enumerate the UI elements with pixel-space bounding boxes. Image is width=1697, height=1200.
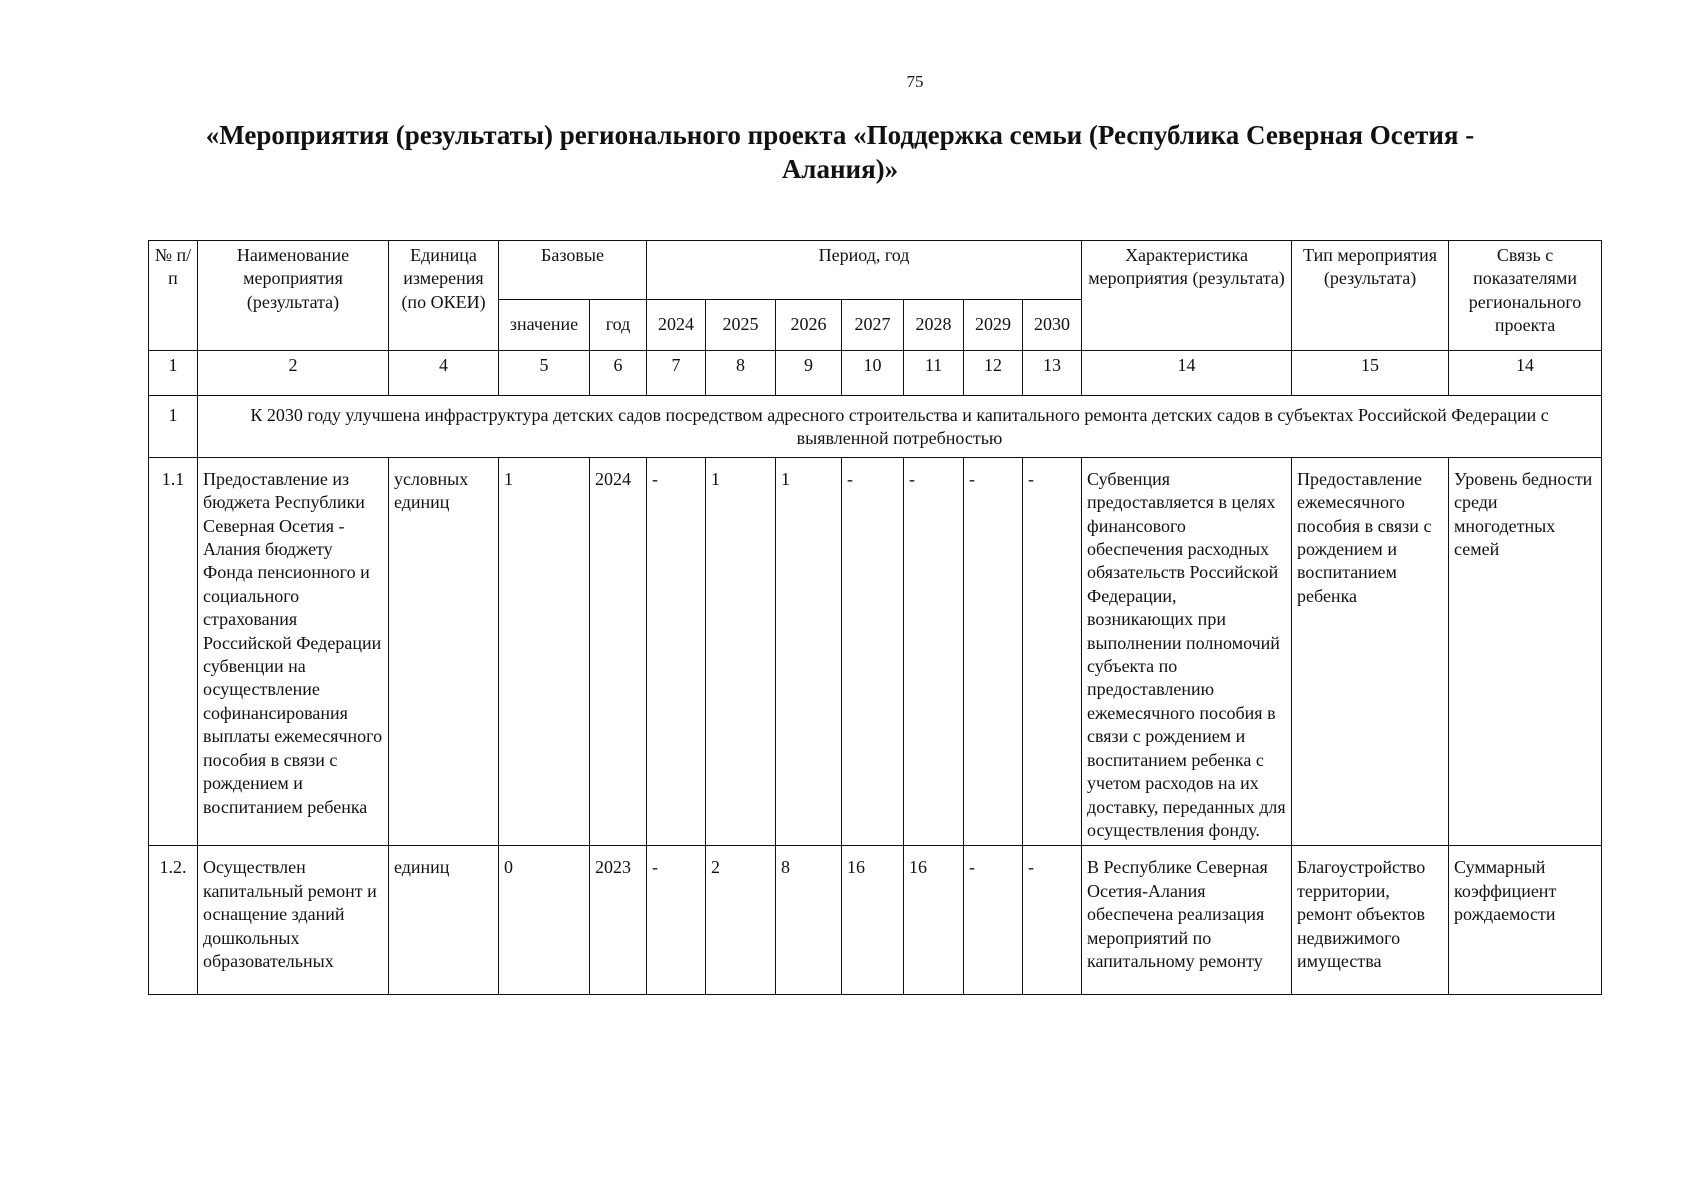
header-year: 2026: [776, 300, 842, 351]
header-unit: Единица измерения (по ОКЕИ): [389, 241, 499, 351]
row-unit: условных единиц: [389, 457, 499, 846]
column-number: 13: [1023, 351, 1082, 396]
row-year-value: 16: [904, 846, 964, 995]
header-year: 2024: [647, 300, 706, 351]
goal-number: 1: [149, 396, 198, 458]
row-characteristic: Субвенция предоставляется в целях финансового обеспечения расходных обязательств Российской Федерации, возникающих при выполнении полномочий субъекта по предоставлению ежемесячного пособия в связи с рождением и воспитанием ребенка с учетом расходов на их доставку, переданных для осуществления фонду.: [1082, 457, 1292, 846]
header-year: 2027: [842, 300, 904, 351]
header-base: Базовые: [499, 241, 647, 300]
column-number: 8: [706, 351, 776, 396]
header-year: 2030: [1023, 300, 1082, 351]
column-number: 12: [964, 351, 1023, 396]
header-base-year: год: [590, 300, 647, 351]
row-type: Благоустройство территории, ремонт объектов недвижимого имущества: [1292, 846, 1449, 995]
row-name: Предоставление из бюджета Республики Северная Осетия - Алания бюджету Фонда пенсионного и социального страхования Российской Федерации субвенции на осуществление софинансирования выплаты ежемесячного пособия в связи с рождением и воспитанием ребенка: [198, 457, 389, 846]
column-number: 7: [647, 351, 706, 396]
header-name: Наименование мероприятия (результата): [198, 241, 389, 351]
row-year-value: -: [842, 457, 904, 846]
events-table: [148, 240, 1602, 995]
header-year: 2029: [964, 300, 1023, 351]
goal-text: К 2030 году улучшена инфраструктура детских садов посредством адресного строительства и капитального ремонта детских садов в субъектах Российской Федерации с выявленной потребностью: [198, 396, 1602, 458]
row-year-value: -: [964, 846, 1023, 995]
row-year-value: 2: [706, 846, 776, 995]
row-name: Осуществлен капитальный ремонт и оснащение зданий дошкольных образовательных: [198, 846, 389, 995]
document-title: «Мероприятия (результаты) регионального проекта «Поддержка семьи (Республика Северная Осетия - Алания)»: [205, 120, 1475, 184]
header-link: Связь с показателями регионального проекта: [1449, 241, 1602, 351]
header-characteristic: Характеристика мероприятия (результата): [1082, 241, 1292, 351]
row-year-value: 16: [842, 846, 904, 995]
column-number: 1: [149, 351, 198, 396]
table-row: [149, 457, 1602, 846]
header-no: № п/п: [149, 241, 198, 351]
row-year-value: -: [647, 457, 706, 846]
column-number: 4: [389, 351, 499, 396]
header-type: Тип мероприятия (результата): [1292, 241, 1449, 351]
header-period: Период, год: [647, 241, 1082, 300]
column-number: 15: [1292, 351, 1449, 396]
column-number: 5: [499, 351, 590, 396]
row-year-value: -: [904, 457, 964, 846]
row-unit: единиц: [389, 846, 499, 995]
goal-row: [149, 396, 1602, 458]
row-type: Предоставление ежемесячного пособия в связи с рождением и воспитанием ребенка: [1292, 457, 1449, 846]
row-base-value: 1: [499, 457, 590, 846]
row-year-value: -: [1023, 846, 1082, 995]
column-number: 6: [590, 351, 647, 396]
header-row-1: [149, 241, 1602, 300]
row-year-value: -: [964, 457, 1023, 846]
row-year-value: -: [647, 846, 706, 995]
row-number: 1.1: [149, 457, 198, 846]
row-characteristic: В Республике Северная Осетия-Алания обеспечена реализация мероприятий по капитальному ремонту: [1082, 846, 1292, 995]
column-number: 14: [1082, 351, 1292, 396]
row-base-year: 2024: [590, 457, 647, 846]
row-year-value: 8: [776, 846, 842, 995]
row-link: Суммарный коэффициент рождаемости: [1449, 846, 1602, 995]
column-number: 11: [904, 351, 964, 396]
column-number: 2: [198, 351, 389, 396]
row-number: 1.2.: [149, 846, 198, 995]
header-year: 2025: [706, 300, 776, 351]
header-base-value: значение: [499, 300, 590, 351]
column-numbers-row: [149, 351, 1602, 396]
column-number: 10: [842, 351, 904, 396]
row-year-value: 1: [706, 457, 776, 846]
table-row: [149, 846, 1602, 995]
column-number: 9: [776, 351, 842, 396]
row-base-value: 0: [499, 846, 590, 995]
header-year: 2028: [904, 300, 964, 351]
row-link: Уровень бедности среди многодетных семей: [1449, 457, 1602, 846]
column-number: 14: [1449, 351, 1602, 396]
row-year-value: 1: [776, 457, 842, 846]
row-year-value: -: [1023, 457, 1082, 846]
page-number: 75: [906, 72, 924, 91]
row-base-year: 2023: [590, 846, 647, 995]
